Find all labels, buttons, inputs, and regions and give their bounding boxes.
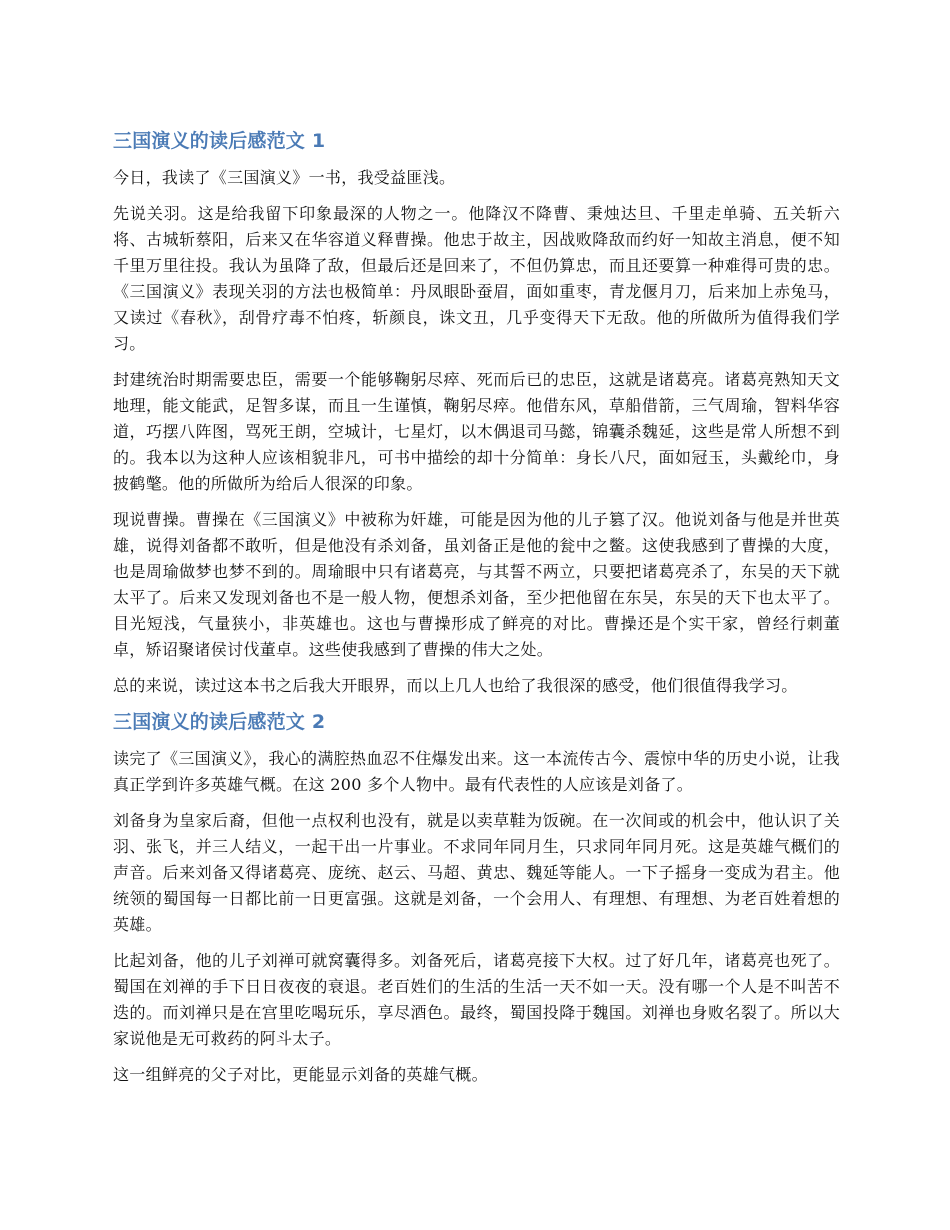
paragraph: 刘备身为皇家后裔，但他一点权利也没有，就是以卖草鞋为饭碗。在一次间或的机会中，他认识了关羽、张飞，并三人结义，一起干出一片事业。不求同年同月生，只求同年同月死。这是英雄气概们的声音。后来刘备又得诸葛亮、庞统、赵云、马超、黄忠、魏延等能人。一下子摇身一变成为君主。他统领的蜀国每一日都比前一日更富强。这就是刘备，一个会用人、有理想、有理想、为老百姓着想的英雄。 — [113, 811, 840, 934]
paragraph: 今日，我读了《三国演义》一书，我受益匪浅。 — [113, 168, 456, 187]
paragraph: 总的来说，读过这本书之后我大开眼界，而以上几人也给了我很深的感受，他们很值得我学习。 — [113, 676, 798, 695]
paragraph: 比起刘备，他的儿子刘禅可就窝囊得多。刘备死后，诸葛亮接下大权。过了好几年，诸葛亮也死了。蜀国在刘禅的手下日日夜夜的衰退。老百姓们的生活的生活一天不如一天。没有哪一个人是不叫苦不迭的。而刘禅只是在宫里吃喝玩乐，享尽酒色。最终，蜀国投降于魏国。刘禅也身败名裂了。所以大家说他是无可救药的阿斗太子。 — [113, 951, 840, 1048]
section-heading: 三国演义的读后感范文 2 — [113, 711, 326, 733]
paragraph: 封建统治时期需要忠臣，需要一个能够鞠躬尽瘁、死而后已的忠臣，这就是诸葛亮。诸葛亮熟知天文地理，能文能武，足智多谋，而且一生谨慎，鞠躬尽瘁。他借东风，草船借箭，三气周瑜，智料华容道，巧摆八阵图，骂死王朗，空城计，七星灯，以木偶退司马懿，锦囊杀魏延，这些是常人所想不到的。我本以为这种人应该相貌非凡，可书中描绘的却十分简单：身长八尺，面如冠玉，头戴纶巾，身披鹤氅。他的所做所为给后人很深的印象。 — [113, 370, 840, 493]
essay-section-2 — [113, 709, 840, 1088]
essay-section-1 — [113, 128, 840, 699]
paragraph: 这一组鲜亮的父子对比，更能显示刘备的英雄气概。 — [113, 1065, 488, 1084]
section-heading: 三国演义的读后感范文 1 — [113, 130, 326, 152]
paragraph: 现说曹操。曹操在《三国演义》中被称为奸雄，可能是因为他的儿子篡了汉。他说刘备与他是并世英雄，说得刘备都不敢听，但是他没有杀刘备，虽刘备正是他的瓮中之鳖。这使我感到了曹操的大度，也是周瑜做梦也梦不到的。周瑜眼中只有诸葛亮，与其誓不两立，只要把诸葛亮杀了，东吴的天下就太平了。后来又发现刘备也不是一般人物，便想杀刘备，至少把他留在东吴，东吴的天下也太平了。目光短浅，气量狭小，非英雄也。这也与曹操形成了鲜亮的对比。曹操还是个实干家，曾经行刺董卓，矫诏聚诸侯讨伐董卓。这些使我感到了曹操的伟大之处。 — [113, 510, 840, 659]
document-page — [113, 128, 840, 1098]
paragraph: 先说关羽。这是给我留下印象最深的人物之一。他降汉不降曹、秉烛达旦、千里走单骑、五关斩六将、古城斩蔡阳，后来又在华容道义释曹操。他忠于故主，因战败降敌而约好一知故主消息，便不知千里万里往投。我认为虽降了敌，但最后还是回来了，不但仍算忠，而且还要算一种难得可贵的忠。《三国演义》表现关羽的方法也极简单：丹凤眼卧蚕眉，面如重枣，青龙偃月刀，后来加上赤兔马，又读过《春秋》，刮骨疗毒不怕疼，斩颜良，诛文丑，几乎变得天下无敌。他的所做所为值得我们学习。 — [113, 204, 840, 353]
paragraph: 读完了《三国演义》，我心的满腔热血忍不住爆发出来。这一本流传古今、震惊中华的历史小说，让我真正学到许多英雄气概。在这 200 多个人物中。最有代表性的人应该是刘备了。 — [113, 749, 840, 794]
